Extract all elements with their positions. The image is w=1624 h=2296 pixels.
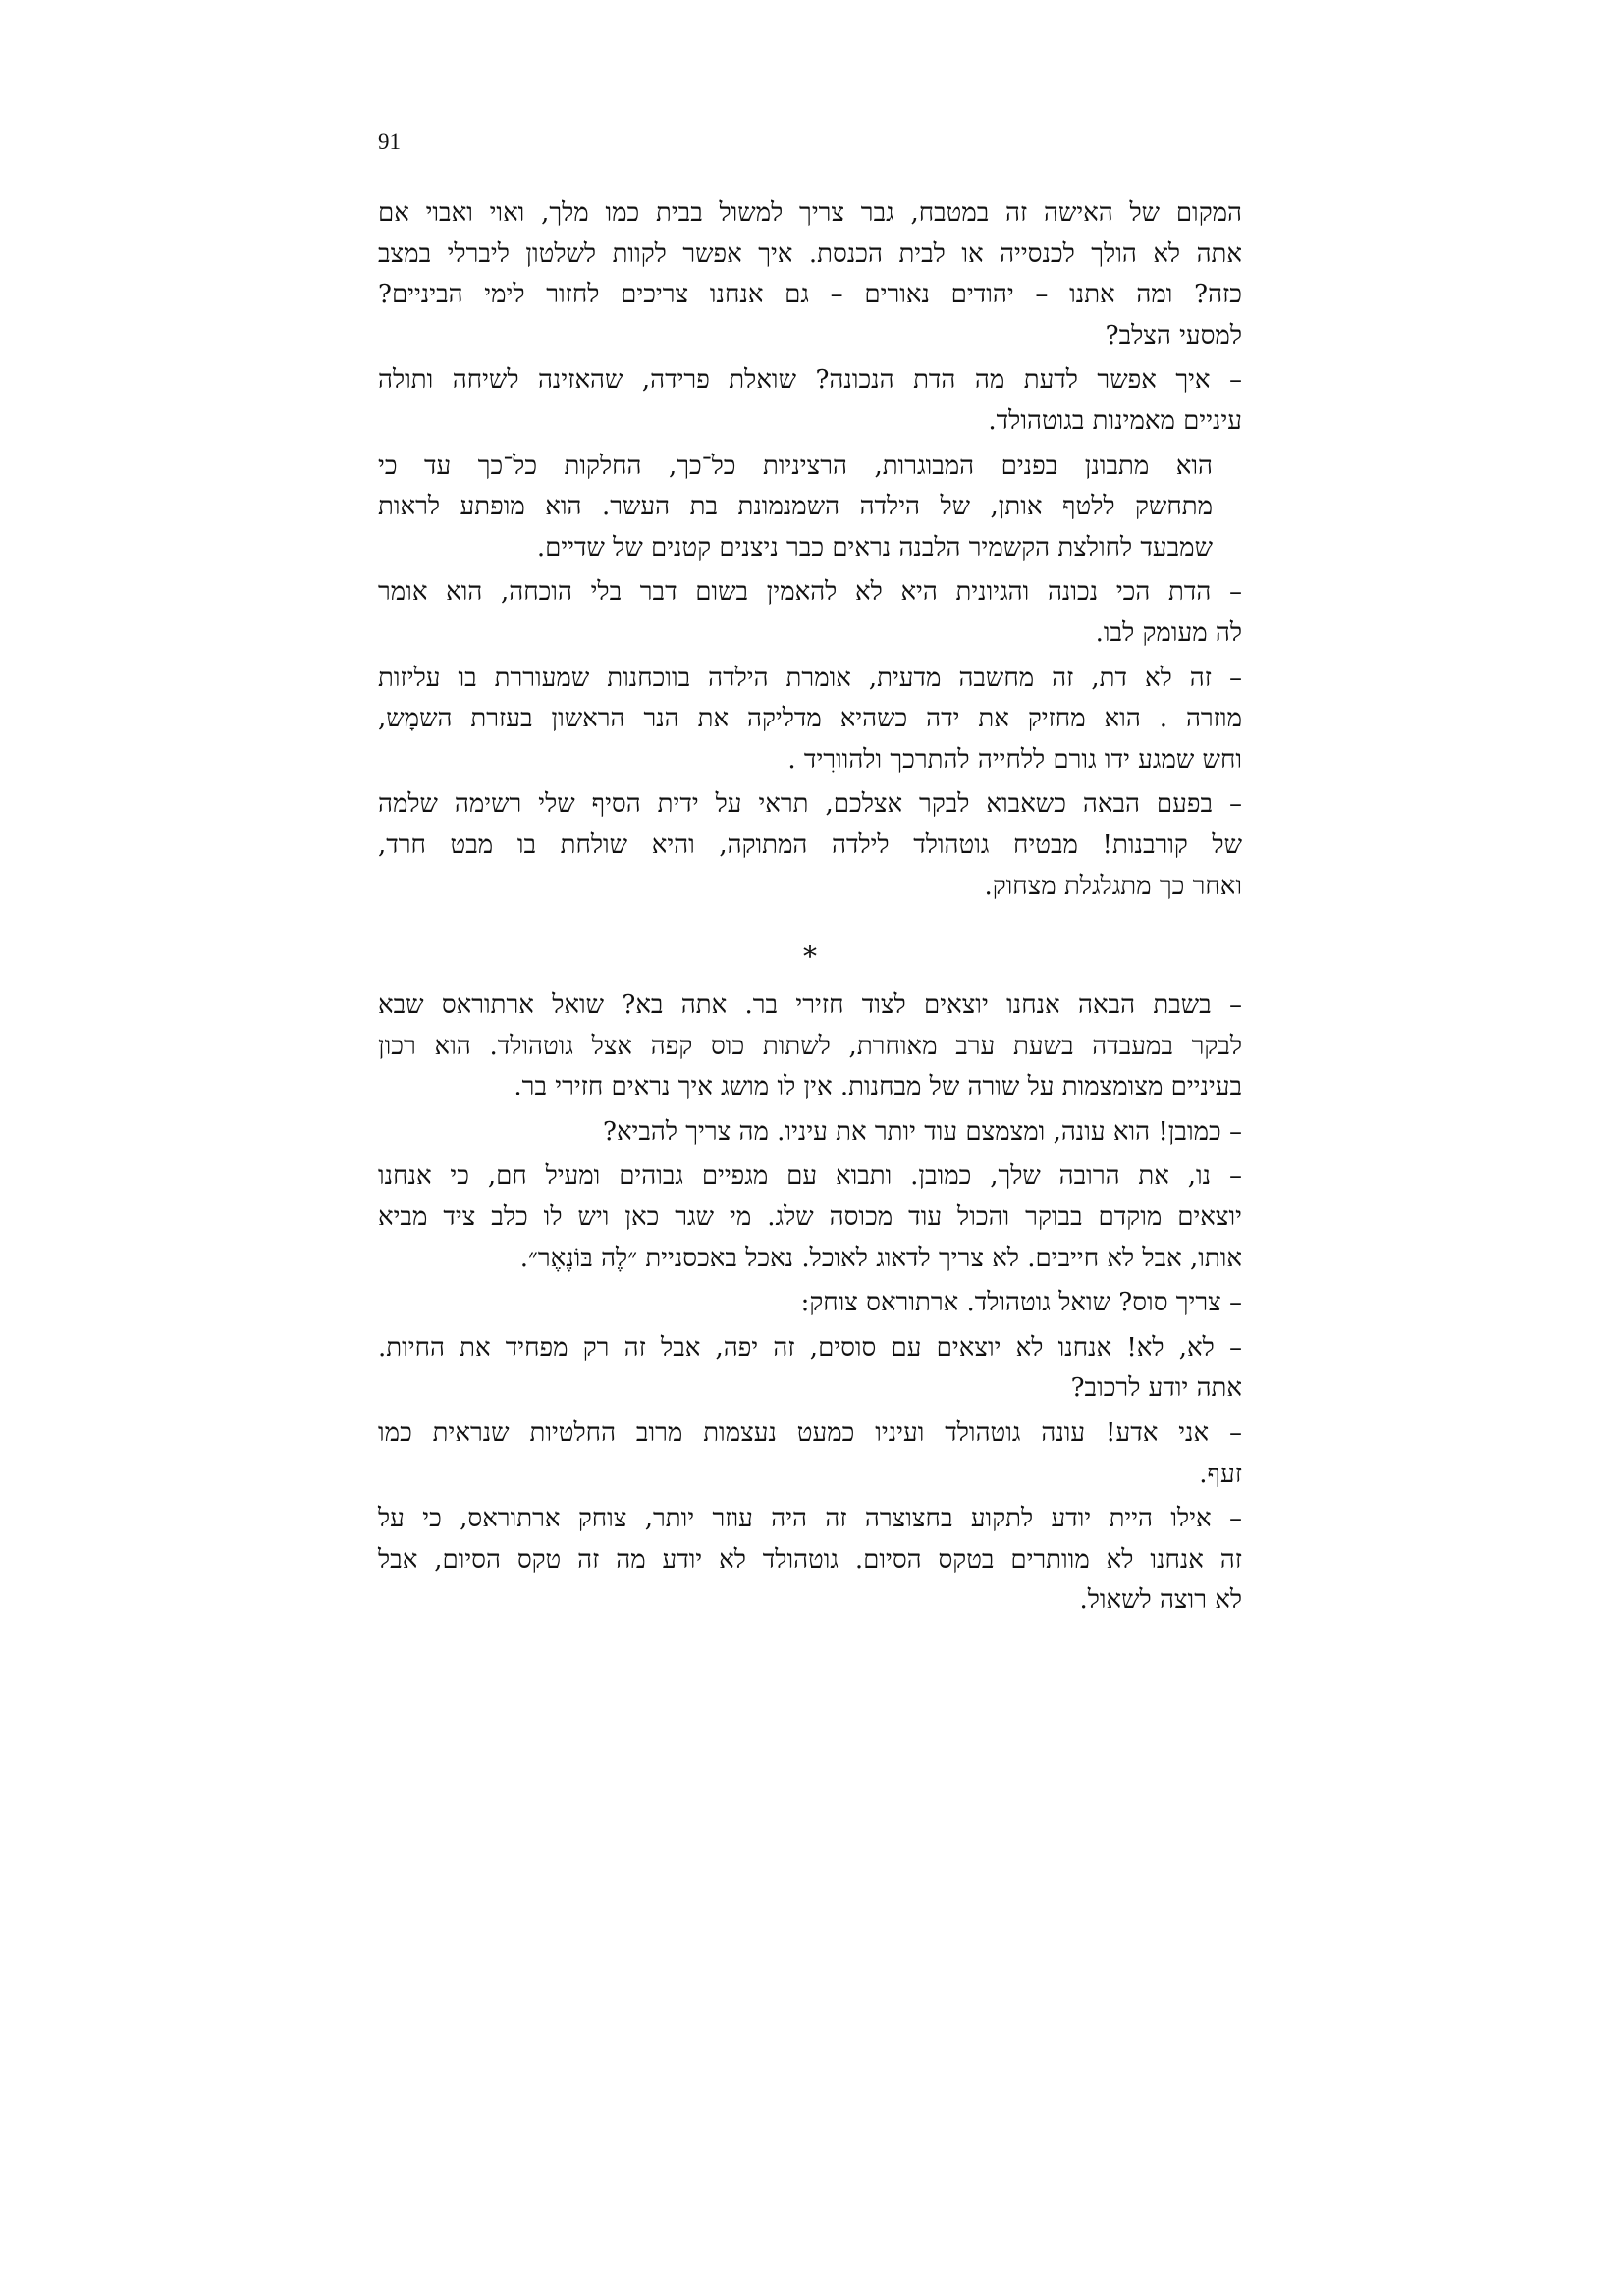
text-line: זעף. (1199, 1459, 1242, 1489)
text-line: אתה לא הולך לכנסייה או לבית הכנסת. איך אפשר לקוות לשלטון ליברלי במצב (378, 239, 1242, 269)
paragraph (378, 1328, 1242, 1410)
text-line: – אילו היית יודע לתקוע בחצוצרה זה היה עוזר יותר, צוחק ארתוראס, כי על (378, 1504, 1242, 1534)
text-line: – זה לא דת, זה מחשבה מדעית, אומרת הילדה בווכחנות שמעוררת בו עליזות (378, 663, 1242, 693)
text-line: מתחשק ללטף אותן, של הילדה השמנמונת בת העשר. הוא מופתע לראות (378, 492, 1213, 522)
text-line: וחש שמגע ידו גורם ללחייה להתרכך ולהוורִיד . (787, 744, 1242, 774)
text-line: – בשבת הבאה אנחנו יוצאים לצוד חזירי בר. אתה בא? שואל ארתוראס שבא (378, 990, 1242, 1021)
text-line: כזה? ומה אתנו – יהודים נאורים – גם אנחנו צריכים לחזור לימי הביניים? (378, 280, 1242, 310)
text-line: לה מעומק לבו. (1095, 617, 1242, 648)
text-line: זה אנחנו לא מוותרים בטקס הסיום. גוטהולד לא יודע מה זה טקס הסיום, אבל (378, 1544, 1242, 1575)
text-line: עיניים מאמינות בגוטהולד. (988, 405, 1242, 436)
text-line: לא רוצה לשאול. (1079, 1585, 1242, 1616)
text-line: – הדת הכי נכונה והגיונית היא לא להאמין בשום דבר בלי הוכחה, הוא אומר (378, 577, 1242, 608)
text-line: ואחר כך מתגלגלת מצחוק. (984, 871, 1242, 901)
text-line: המקום של האישה זה במטבח, גבר צריך למשול בבית כמו מלך, ואוי ואבוי אם (378, 198, 1242, 228)
paragraph (378, 360, 1242, 442)
text-section-before (378, 193, 1242, 907)
paragraph (378, 1156, 1242, 1279)
text-line: – צריך סוס? שואל גוטהולד. ארתוראס צוחק: (800, 1288, 1242, 1318)
paragraph (378, 447, 1242, 569)
text-line: בעיניים מצומצמות על שורה של מבחנות. אין לו מושג איך נראים חזירי בר. (514, 1072, 1242, 1102)
text-line: – בפעם הבאה כשאבוא לבקר אצלכם, תראי על ידית הסיף שלי רשימה שלמה (378, 789, 1242, 820)
text-line: לבקר במעבדה בשעת ערב מאוחרת, לשתות כוס קפה אצל גוטהולד. הוא רכון (378, 1031, 1242, 1061)
paragraph (378, 659, 1242, 781)
text-line: מוזרה . הוא מחזיק את ידה כשהיא מדליקה את הנר הראשון בעזרת השמָש, (378, 704, 1242, 734)
text-line: – כמובן! הוא עונה, ומצמצם עוד יותר את עיניו. מה צריך להביא? (603, 1116, 1242, 1147)
paragraph (378, 572, 1242, 654)
paragraph (378, 1112, 1242, 1153)
text-line: – לא, לא! אנחנו לא יוצאים עם סוסים, זה יפה, אבל זה רק מפחיד את החיות. (378, 1332, 1242, 1362)
page-number: 91 (378, 130, 401, 154)
paragraph (378, 986, 1242, 1108)
paragraph (378, 1283, 1242, 1324)
text-line: של קורבנות! מבטיח גוטהולד לילדה המתוקה, והיא שולחת בו מבט חרד, (378, 829, 1242, 860)
text-line: למסעי הצלב? (1105, 320, 1242, 350)
text-line: – נו, את הרובה שלך, כמובן. ותבוא עם מגפיים גבוהים ומעיל חם, כי אנחנו (378, 1161, 1242, 1192)
text-line: – אני אדע! עונה גוטהולד ועיניו כמעט נעצמות מרוב החלטיות שנראית כמו (378, 1418, 1242, 1449)
text-line: הוא מתבונן בפנים המבוגרות, הרציניות כל־כך, החלקות כל־כך עד כי (378, 451, 1213, 481)
paragraph (378, 1499, 1242, 1622)
text-line: שמבעד לחולצת הקשמיר הלבנה נראים כבר ניצנים קטנים של שדיים. (536, 532, 1213, 562)
paragraph (378, 193, 1242, 356)
text-line: אתה יודע לרכוב? (1070, 1373, 1242, 1404)
section-separator: * (803, 940, 817, 974)
text-section-after (378, 986, 1242, 1622)
text-line: יוצאים מוקדם בבוקר והכול עוד מכוסה שלג. מי שגר כאן ויש לו כלב ציד מביא (378, 1202, 1242, 1233)
paragraph (378, 1414, 1242, 1495)
body-text (378, 193, 1242, 1626)
text-line: אותו, אבל לא חייבים. לא צריך לדאוג לאוכל. נאכל באכסניית ״לֶה בּוֹנֶאֶר״. (519, 1243, 1242, 1273)
text-line: – איך אפשר לדעת מה הדת הנכונה? שואלת פרידה, שהאזינה לשיחה ותולה (378, 365, 1242, 396)
paragraph (378, 784, 1242, 907)
